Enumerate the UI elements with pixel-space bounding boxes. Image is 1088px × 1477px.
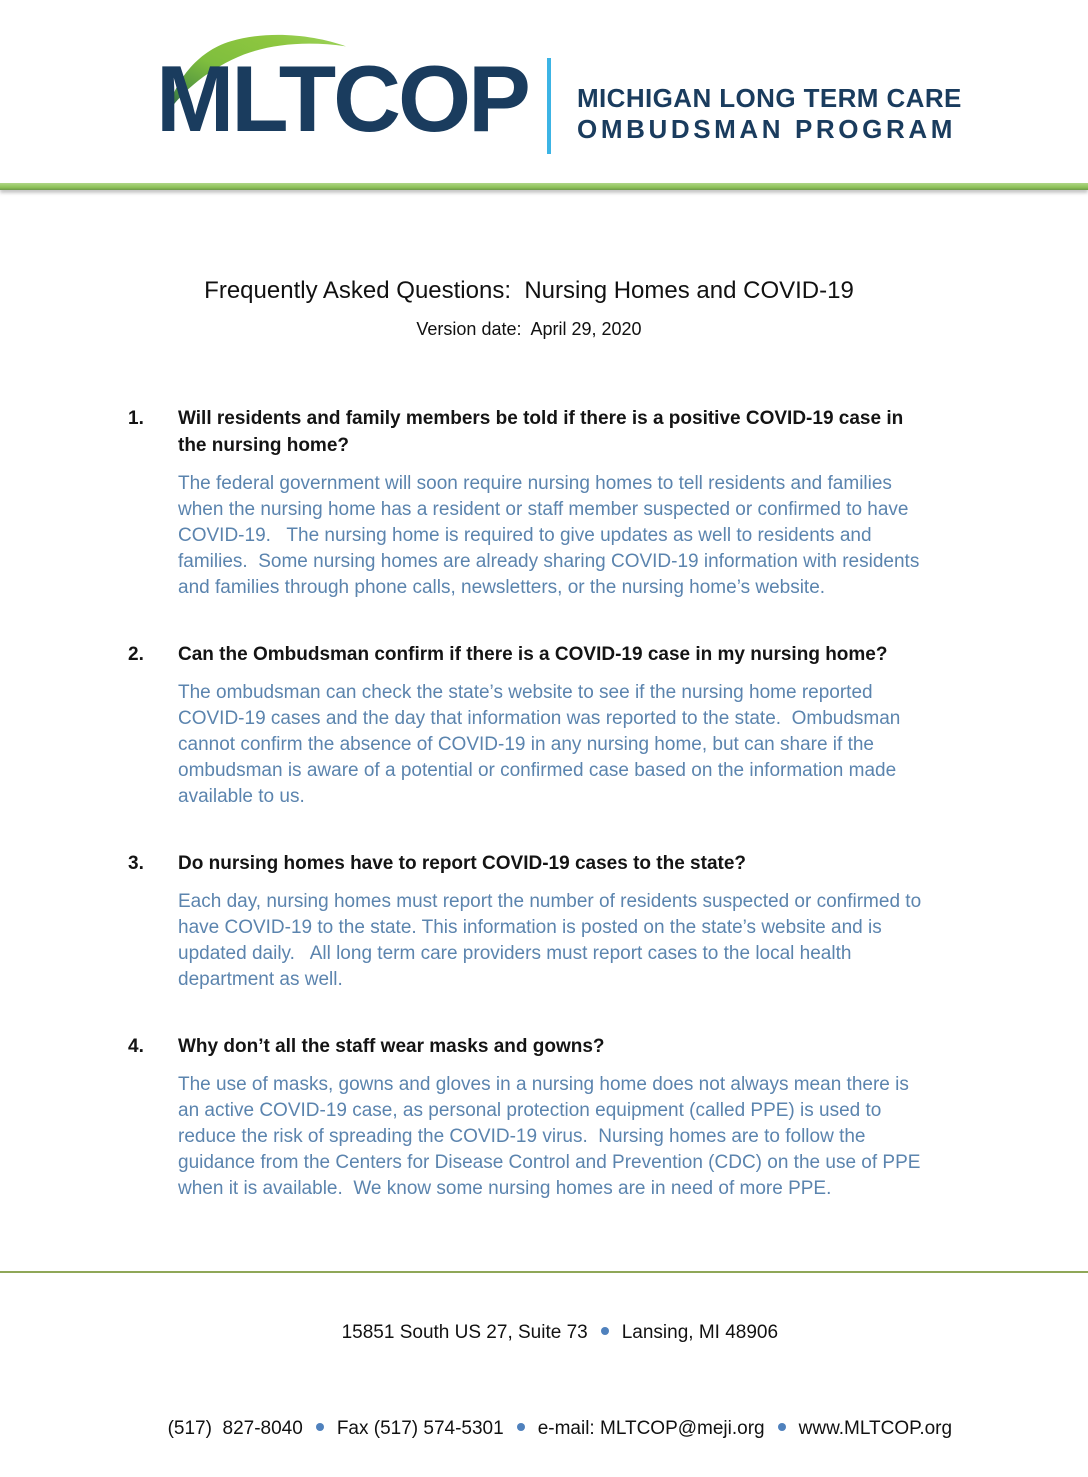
faq-number: 1. <box>128 408 144 429</box>
faq-answer: The use of masks, gowns and gloves in a nursing home does not always mean there is an active COVID-19 case, as personal protection equipment (called PPE) is used to reduce the risk of spreading the COVID-19 virus. Nursing homes are to follow the guidance from the Centers for Disease Control and Prevention (CDC) on the use of PPE when it is available. We know some nursing homes are in need of more PPE. <box>178 1074 926 1199</box>
faq-question-row <box>128 1033 930 1060</box>
footer <box>0 1271 1088 1477</box>
faq-question: Can the Ombudsman confirm if there is a COVID-19 case in my nursing home? <box>178 644 888 665</box>
bullet-separator-icon <box>778 1423 786 1431</box>
faq-number: 3. <box>128 853 144 874</box>
footer-email: e-mail: MLTCOP@meji.org <box>537 1418 765 1439</box>
faq-answer: Each day, nursing homes must report the number of residents suspected or confirmed to have COVID-19 to the state. This information is posted on the state’s website and is updated daily. All long term care providers must report cases to the local health department as well. <box>178 891 927 990</box>
faq-question: Do nursing homes have to report COVID-19 cases to the state? <box>178 853 747 874</box>
faq-question-row <box>128 405 930 459</box>
footer-address: 15851 South US 27, Suite 73 <box>341 1322 588 1343</box>
footer-address-line <box>0 1285 1088 1381</box>
tagline-line2: OMBUDSMAN PROGRAM <box>577 114 956 144</box>
page-title: Frequently Asked Questions: Nursing Homes and COVID-19 <box>204 277 854 304</box>
footer-fax: Fax (517) 574-5301 <box>336 1418 504 1439</box>
faq-question: Why don’t all the staff wear masks and gowns? <box>178 1036 605 1057</box>
faq-answer: The federal government will soon require nursing homes to tell residents and families when the nursing home has a resident or staff member suspected or confirmed to have COVID-19. The nursing home is required to give updates as well to residents and families. Some nursing homes are already sharing COVID-19 information with residents and families through phone calls, newsletters, or the nursing home’s website. <box>178 473 925 598</box>
footer-contact-line <box>0 1381 1088 1477</box>
logo-text: MLTCOP <box>156 46 528 151</box>
bullet-separator-icon <box>517 1423 525 1431</box>
faq-question-row <box>128 641 930 668</box>
faq-item <box>128 1033 930 1202</box>
faq-answer: The ombudsman can check the state’s website to see if the nursing home reported COVID-19 cases and the day that information was reported to the state. Ombudsman cannot confirm the absence of COVID-19 in any nursing home, but can share if the ombudsman is aware of a potential or confirmed case based on the information made available to us. <box>178 682 906 807</box>
faq-item <box>128 405 930 601</box>
footer-rule <box>0 1271 1088 1273</box>
faq-number: 2. <box>128 644 144 665</box>
document-body <box>128 0 930 1202</box>
version-date: Version date: April 29, 2020 <box>416 319 642 339</box>
footer-city: Lansing, MI 48906 <box>621 1322 779 1343</box>
bullet-separator-icon <box>316 1423 324 1431</box>
tagline-line1: MICHIGAN LONG TERM CARE <box>577 83 962 113</box>
bullet-separator-icon <box>601 1327 609 1335</box>
footer-website: www.MLTCOP.org <box>798 1418 953 1439</box>
faq-question: Will residents and family members be told if there is a positive COVID-19 case in the nursing home? <box>178 408 909 456</box>
faq-number: 4. <box>128 1036 144 1057</box>
footer-phone: (517) 827-8040 <box>167 1418 303 1439</box>
faq-question-row <box>128 850 930 877</box>
faq-item <box>128 641 930 810</box>
faq-item <box>128 850 930 993</box>
